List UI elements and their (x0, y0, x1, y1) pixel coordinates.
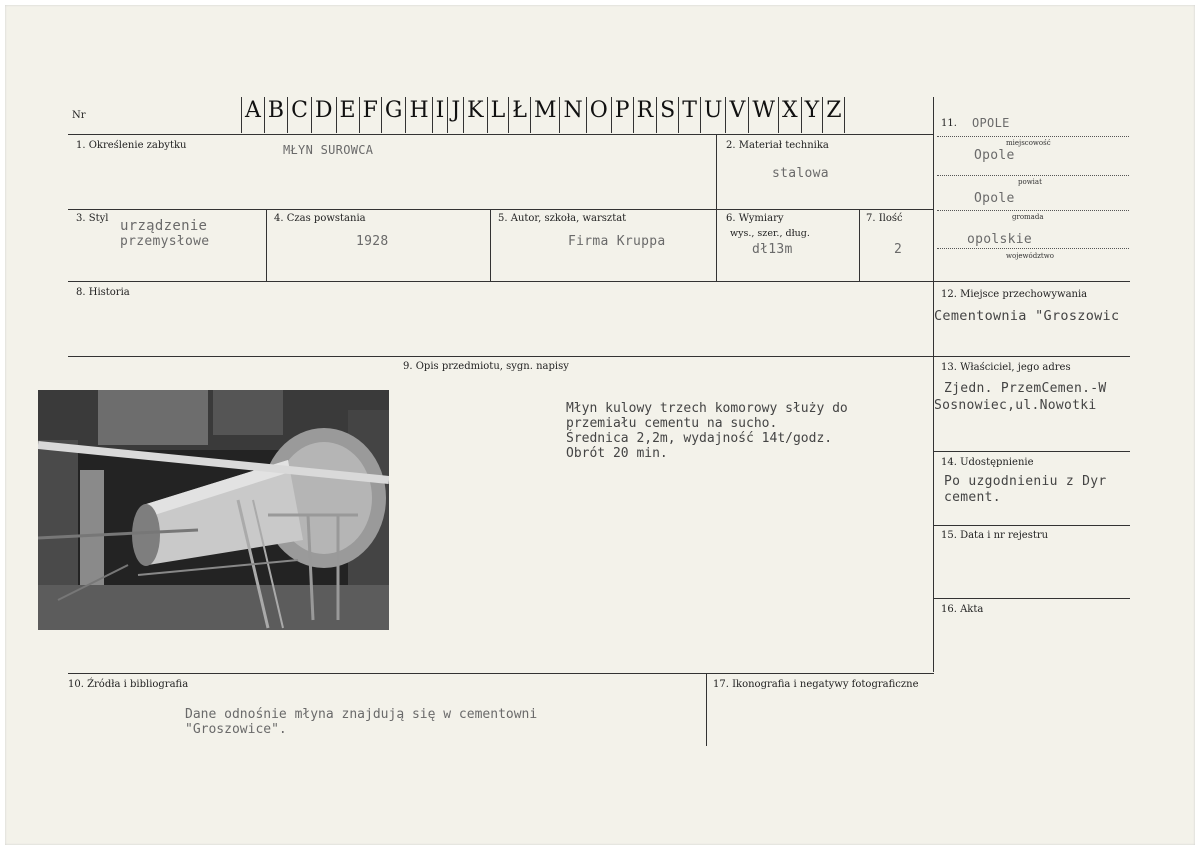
f7-value: 2 (894, 242, 903, 257)
f11-value: OPOLE (972, 116, 1010, 130)
header-rule (68, 134, 934, 135)
letter-box: Ł (509, 97, 531, 133)
f5-value: Firma Kruppa (568, 234, 666, 249)
letter-box: B (265, 97, 288, 133)
letter-box: U (701, 97, 727, 133)
f14-label: 14. Udostępnienie (941, 457, 1034, 468)
letter-box: W (749, 97, 779, 133)
f1-value: MŁYN SUROWCA (283, 143, 374, 157)
right-rule-15 (934, 525, 1130, 526)
alphabet-index (241, 97, 845, 133)
wojewodztwo-label: województwo (1006, 252, 1054, 260)
f6-value: dł13m (752, 242, 793, 257)
letter-box: S (657, 97, 679, 133)
right-column-divider (933, 97, 934, 672)
letter-box: V (726, 97, 749, 133)
row1-rule (68, 209, 934, 210)
letter-box: E (337, 97, 360, 133)
f6-sublabel: wys., szer., dług. (730, 228, 810, 239)
f14-value-line2: cement. (944, 490, 1001, 505)
miejscowosc-value: Opole (974, 148, 1015, 163)
right-rule-16 (934, 598, 1130, 599)
letter-box: N (560, 97, 586, 133)
right-rule-13 (934, 356, 1130, 357)
f12-value: Cementownia "Groszowic (934, 308, 1120, 324)
f13-value-line1: Zjedn. PrzemCemen.-W (944, 381, 1107, 396)
f11-rule-1 (937, 136, 1129, 137)
gromada-label: gromada (1012, 213, 1044, 221)
letter-box: I (433, 97, 449, 133)
f2-divider (716, 134, 717, 281)
f3-label: 3. Styl (76, 213, 109, 224)
letter-box: D (312, 97, 337, 133)
letter-box: J (448, 97, 464, 133)
right-rule-12 (934, 281, 1130, 282)
f7-label: 7. Ilość (866, 213, 903, 224)
letter-box: Y (802, 97, 824, 133)
f8-label: 8. Historia (76, 287, 130, 298)
f9-description: Młyn kulowy trzech komorowy służy do przemiału cementu na sucho. Średnica 2,2m, wydajność 14t/godz. Obrót 20 min. (566, 401, 848, 461)
f16-label: 16. Akta (941, 604, 984, 615)
letter-box: L (488, 97, 510, 133)
f5-divider (490, 209, 491, 281)
wojewodztwo-value: opolskie (967, 232, 1033, 247)
right-rule-14 (934, 451, 1130, 452)
powiat-value: Opole (974, 191, 1015, 206)
f13-label: 13. Właściciel, jego adres (941, 362, 1071, 373)
letter-box: X (779, 97, 802, 133)
f11-rule-4 (937, 248, 1129, 249)
f6-label: 6. Wymiary (726, 213, 784, 224)
f13-value-line2: Sosnowiec,ul.Nowotki (934, 398, 1097, 413)
letter-box: P (612, 97, 634, 133)
letter-box: R (634, 97, 658, 133)
f11-label: 11. (941, 118, 957, 129)
miejscowosc-label: miejscowość (1006, 139, 1051, 147)
f4-divider (266, 209, 267, 281)
f7-divider (859, 209, 860, 281)
letter-box: G (382, 97, 407, 133)
letter-box: K (464, 97, 487, 133)
f12-label: 12. Miejsce przechowywania (941, 289, 1088, 300)
row3-rule (68, 356, 934, 357)
f10-label: 10. Źródła i bibliografia (68, 679, 189, 690)
f15-label: 15. Data i nr rejestru (941, 530, 1049, 541)
letter-box: H (406, 97, 432, 133)
f9-label: 9. Opis przedmiotu, sygn. napisy (403, 361, 569, 372)
f10-value: Dane odnośnie młyna znajdują się w cementowni "Groszowice". (185, 707, 538, 737)
f1-label: 1. Określenie zabytku (76, 140, 187, 151)
f2-label: 2. Materiał technika (726, 140, 829, 151)
f2-value: stalowa (772, 166, 829, 181)
f4-value: 1928 (356, 234, 389, 249)
letter-box: C (288, 97, 312, 133)
letter-box: O (587, 97, 612, 133)
f3-value-line1: urządzenie (120, 218, 208, 234)
f14-value-line1: Po uzgodnieniu z Dyr (944, 474, 1107, 489)
f3-value-line2: przemysłowe (120, 234, 210, 249)
letter-box: Z (823, 97, 845, 133)
f11-rule-2 (937, 175, 1129, 176)
letter-box: T (679, 97, 701, 133)
letter-box: A (242, 97, 265, 133)
photo-image (38, 390, 389, 630)
f4-label: 4. Czas powstania (274, 213, 366, 224)
row4-rule (68, 673, 934, 674)
f17-label: 17. Ikonografia i negatywy fotograficzne (713, 679, 919, 690)
ball-mill-photo (38, 390, 389, 630)
f17-divider (706, 673, 707, 746)
powiat-label: powiat (1018, 178, 1042, 186)
f11-rule-3 (937, 210, 1129, 211)
f5-label: 5. Autor, szkoła, warsztat (498, 213, 627, 224)
nr-label: Nr (72, 110, 86, 121)
letter-box: F (360, 97, 382, 133)
row2-rule (68, 281, 934, 282)
letter-box: M (531, 97, 561, 133)
